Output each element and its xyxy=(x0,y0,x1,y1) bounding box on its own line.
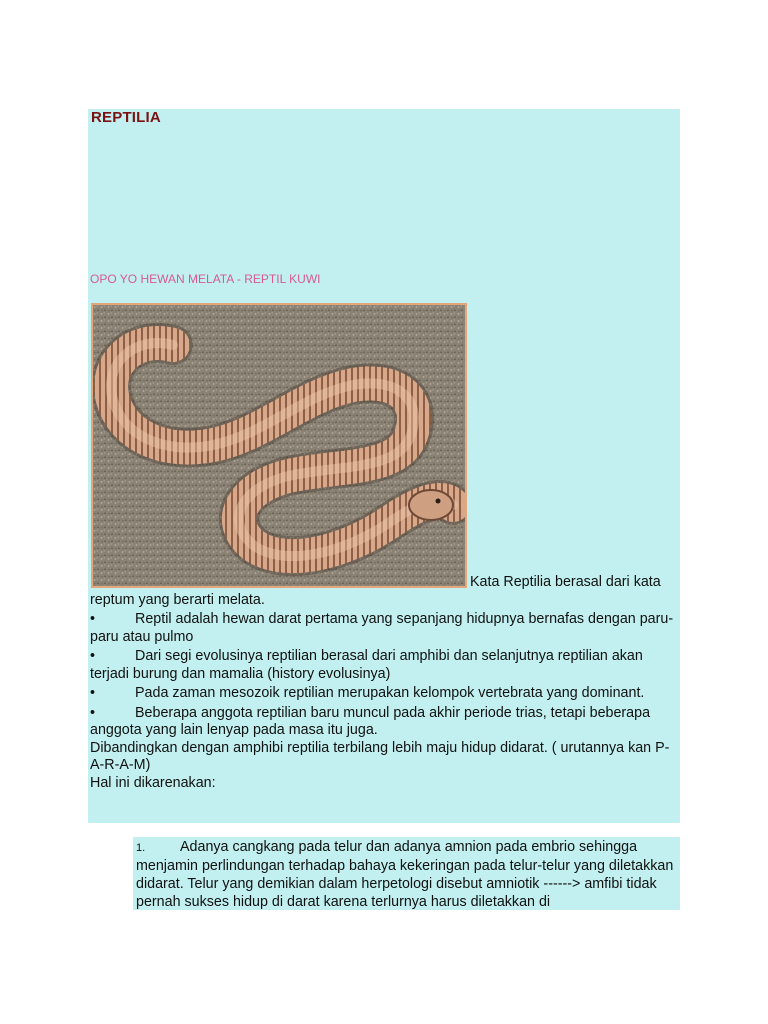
bullet-text: Dari segi evolusinya reptilian berasal dari amphibi dan selanjutnya reptilian akan terjadi burung dan mamalia (history evolusinya) xyxy=(90,648,643,682)
article-body xyxy=(90,574,674,792)
bullet-item xyxy=(90,611,674,646)
reason-text: Adanya cangkang pada telur dan adanya amnion pada embrio sehingga menjamin perlindungan terhadap bahaya kekeringan pada telur-telur yang diletakkan didarat. Telur yang demikian dalam herpetologi disebut amniotik ------> amfibi tidak pernah sukses hidup di darat karena terlurnya harus diletakkan di xyxy=(136,839,674,910)
bullet-text: Pada zaman mesozoik reptilian merupakan kelompok vertebrata yang dominant. xyxy=(135,685,645,701)
bullet-text: Reptil adalah hewan darat pertama yang sepanjang hidupnya bernafas dengan paru-paru atau pulmo xyxy=(90,611,674,645)
bullet-item xyxy=(90,685,674,703)
bullet-item xyxy=(90,648,674,683)
snake-photo xyxy=(91,303,467,588)
page-title: REPTILIA xyxy=(91,109,161,126)
intro-paragraph: Kata Reptilia berasal dari kata reptum yang berarti melata. xyxy=(90,574,661,608)
bullet-icon: • xyxy=(90,611,96,627)
reason-item xyxy=(136,838,680,911)
snake-illustration xyxy=(93,305,465,586)
comparison-paragraph: Dibandingkan dengan amphibi reptilia terbilang lebih maju hidup didarat. ( urutannya kan P-A-R-A-M) xyxy=(90,739,670,773)
bullet-icon: • xyxy=(90,704,96,721)
bullet-icon: • xyxy=(90,685,96,701)
bullet-item xyxy=(90,705,674,740)
reason-number: 1. xyxy=(136,842,146,854)
page-subtitle: OPO YO HEWAN MELATA - REPTIL KUWI xyxy=(90,272,321,286)
reason-intro: Hal ini dikarenakan: xyxy=(90,774,216,791)
bullet-icon: • xyxy=(90,648,96,664)
bullet-text: Beberapa anggota reptilian baru muncul pada akhir periode trias, tetapi beberapa anggota yang lain lenyap pada masa itu juga. xyxy=(90,704,651,738)
reasons-list xyxy=(136,838,680,911)
